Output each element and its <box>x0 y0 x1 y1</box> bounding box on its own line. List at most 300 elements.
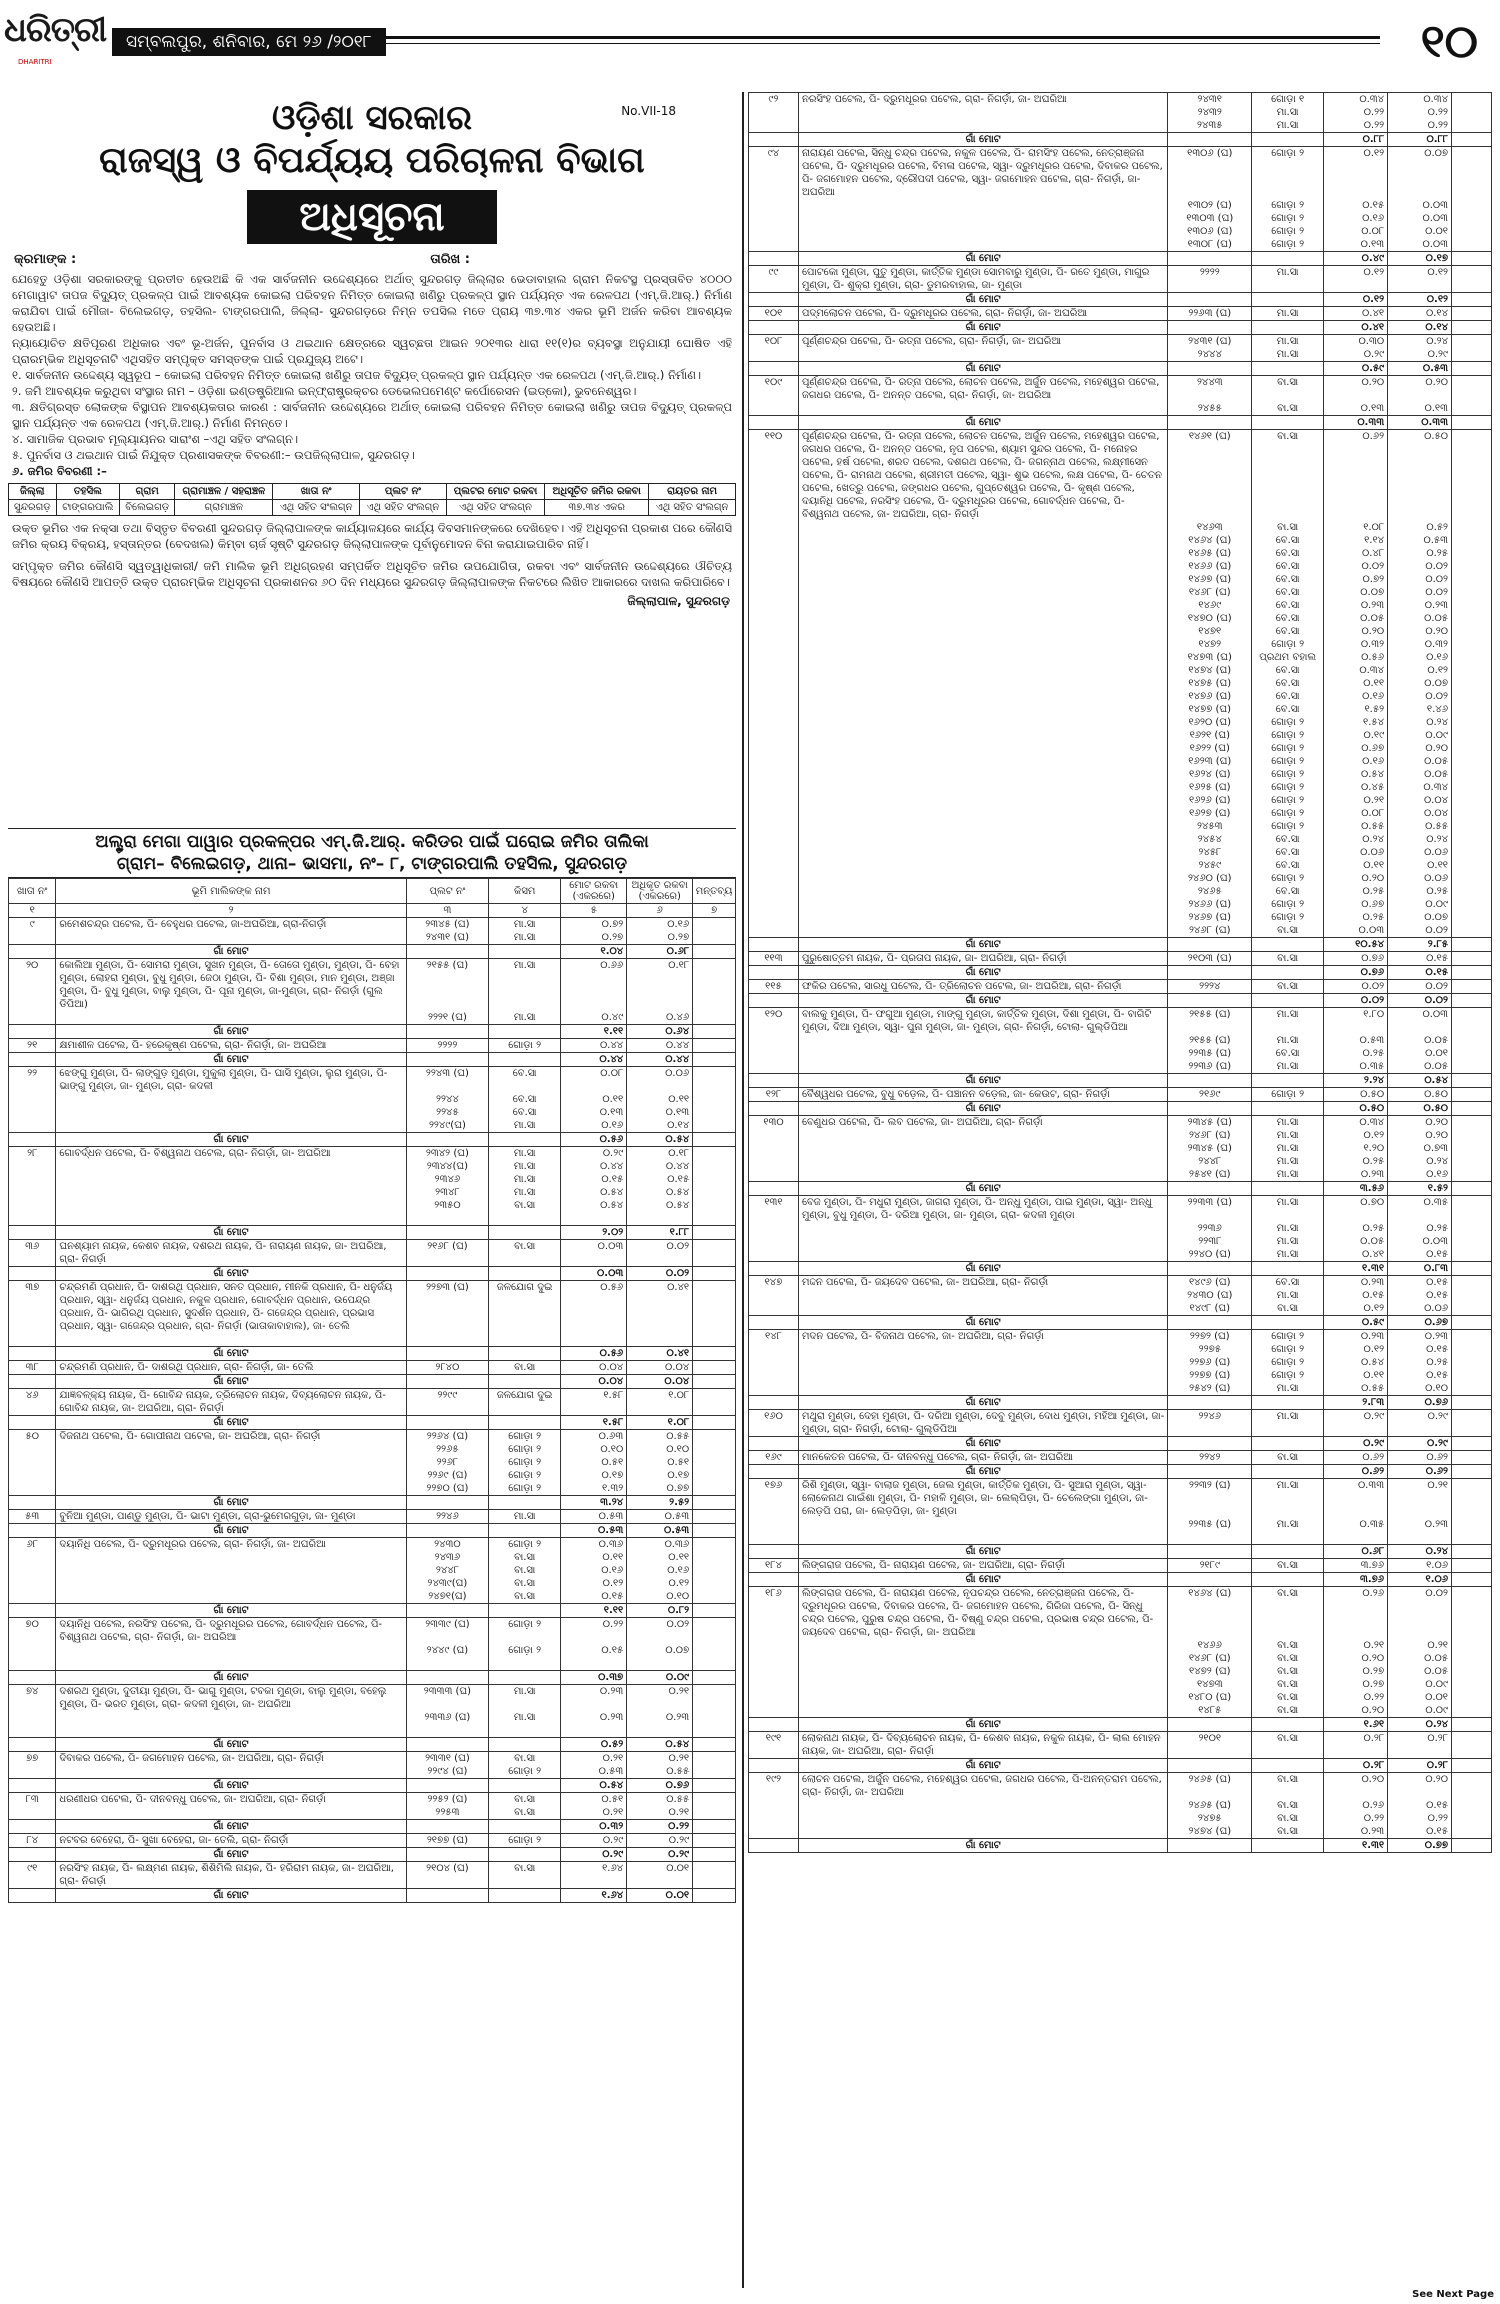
total-cell <box>9 1738 56 1752</box>
col-header-khata: ଖାତା ନଂ <box>9 879 56 904</box>
logo-subtitle: DHARITRI <box>18 58 52 66</box>
land-row <box>749 1639 1492 1652</box>
owner-names: ଦିବାକର ପଟେଲ, ପି- ଜଗମୋହନ ପଟେଲ, ଜା- ଅଘରିଆ, ଗ୍ରା- ନିଗର୍ଡ଼ା <box>56 1752 406 1766</box>
col-header-owner: ଭୂମି ମାଲିକଙ୍କ ନାମ <box>56 879 406 904</box>
acquired-area: ୦.୨୩ <box>1388 1518 1452 1531</box>
total-cell <box>9 1604 56 1618</box>
kisam: ପ୍ରଥମ ବହାଲ <box>1252 651 1324 664</box>
total-cell <box>406 1848 488 1862</box>
khata-number <box>749 1531 799 1545</box>
plot-number: ୨୧୭୭ (ଘ) <box>406 1834 488 1848</box>
acquired-area: ୦.୦୨ <box>1388 1587 1452 1640</box>
notice-item: ୬. ଜମିର ବିବରଣୀ :– <box>12 464 107 478</box>
owner-names <box>56 1765 406 1779</box>
total-area: ୦.୨୦ <box>1324 872 1388 885</box>
kisam: ଗୋଡ଼ା ୨ <box>1252 768 1324 781</box>
total-cell <box>9 1375 56 1389</box>
khata-number <box>749 573 799 586</box>
acquired-area: ୦.୦୫ <box>1388 612 1452 625</box>
owner-names: ବୈଶ୍ୱଧର ପଟେଲ, ବୁଧୁ ବଡ଼େଲ, ପି- ପଞ୍ଚାନନ ବଡ଼େଲ, ଜା- କେଉଟ, ଗ୍ରା- ନିଗର୍ଡ଼ା <box>798 1088 1167 1102</box>
plot-number: ୧୪୭୩ <box>1168 1678 1252 1691</box>
kisam: ବା.ସା <box>1252 1652 1324 1665</box>
schedule-cell: ଗ୍ରାମାଞ୍ଚଳ <box>175 500 273 516</box>
total-cell <box>693 1025 736 1039</box>
total-label: ଗାଁ ମୋଟ <box>56 1820 406 1834</box>
kisam: ବା.ସା <box>1252 1704 1324 1718</box>
newspaper-logo <box>4 10 107 70</box>
acquired-area: ୦.୨୮ <box>1388 1732 1452 1759</box>
total-area: ୦.୬୬ <box>561 959 627 1012</box>
land-row <box>9 1711 736 1724</box>
acquired-area: ୦.୦୨ <box>1388 560 1452 573</box>
total-cell <box>9 1133 56 1147</box>
total-area <box>561 1212 627 1226</box>
land-header-row <box>9 879 736 904</box>
land-row <box>749 119 1492 133</box>
land-row <box>749 1155 1492 1168</box>
plot-number: ୨୧୫୫ (ଘ) <box>1168 1034 1252 1047</box>
land-table-left <box>8 878 736 1903</box>
land-row <box>9 1510 736 1524</box>
total-area: ୦.୨୫ <box>1324 885 1388 898</box>
land-row <box>9 1657 736 1671</box>
total-area: ୦.୨୬ <box>1324 1587 1388 1640</box>
acquired-area: ୦.୨୪ <box>1388 716 1452 729</box>
total-area: ୦.୫୬ <box>1324 651 1388 664</box>
khata-number: ୧୯୨ <box>749 1773 799 1800</box>
land-row <box>9 1333 736 1347</box>
dateline: ସମ୍ବଲପୁର, ଶନିବାର, ମେ ୨୬ /୨୦୧୮ <box>112 28 386 56</box>
total-label: ଗାଁ ମୋଟ <box>56 1025 406 1039</box>
kisam: ଗୋଡ଼ା ୨ <box>1252 729 1324 742</box>
owner-names <box>798 1799 1167 1812</box>
land-row <box>749 1559 1492 1573</box>
total-area: ୦.୧୩ <box>561 1106 627 1119</box>
owner-names <box>798 106 1167 119</box>
plot-number: ୨୨୨୧ (ଘ) <box>406 1011 488 1025</box>
land-row <box>749 1356 1492 1369</box>
col-header-total-area: ମୋଟ ରକବା (ଏକରରେ) <box>561 879 627 904</box>
plot-number: ୨୧୮୯ <box>1168 1559 1252 1573</box>
total-area: ୧.୨୦ <box>1324 1142 1388 1155</box>
total-cell <box>1252 1573 1324 1587</box>
plot-number: ୨୪୭୪ (ଘ) <box>1168 1825 1252 1839</box>
plot-number: ୨୪୪୯ (ଘ) <box>406 1644 488 1657</box>
total-area: ୦.୧୬ <box>561 1564 627 1577</box>
remarks <box>1452 755 1492 768</box>
total-cell <box>9 1848 56 1862</box>
total-acquired: ୦.୪୪ <box>627 1053 693 1067</box>
village-total-row <box>9 1524 736 1538</box>
khata-number <box>749 638 799 651</box>
acquired-area: ୦.୦୬ <box>1388 1302 1452 1316</box>
owner-names: ନାରାୟଣ ପଟେଲ, ସିନ୍ଧୁ ଚନ୍ଦ୍ର ପଟେଲ, ନକୁଳ ପଟେଲ, ପି- ରାମସିଂହ ପଟେଲ, ନେତ୍ରାଞ୍ଜନା ପଟେଲ, ପି- ଦ୍ରୁମଧୂରର ପଟେଲ, ବିମଳା ପଟେଲ, ସ୍ୱା- ଦ୍ରୁମଧୂରର ପଟେଲ, ଦିବାକର ପଟେଲ, ପି- ଜଗମୋହନ ପଟେଲ, ଦ୍ରୌପଦୀ ପଟେଲ, ସ୍ୱା- ଜଗମୋହନ ପଟେଲ, ଗ୍ରା- ନିଗର୍ଡ଼ା, ଜା- ଅଘରିଆ <box>798 147 1167 200</box>
land-row <box>749 872 1492 885</box>
remarks <box>1452 1531 1492 1545</box>
plot-number: ୨୩୫୦ <box>406 1199 488 1212</box>
acquired-area: ୦.୦୨ <box>627 1618 693 1645</box>
khata-number <box>749 534 799 547</box>
kisam: ମା.ସା <box>489 1685 561 1712</box>
remarks <box>693 931 736 945</box>
khata-number <box>749 225 799 238</box>
total-cell <box>693 1053 736 1067</box>
kisam: ବା.ସା <box>1252 376 1324 403</box>
remarks <box>1452 768 1492 781</box>
owner-names <box>798 225 1167 238</box>
notice-meta <box>8 248 736 271</box>
total-acquired: ୨.୫୨ <box>627 1496 693 1510</box>
total-area: ୦.୨୧ <box>1324 794 1388 807</box>
total-label: ଗାଁ ମୋଟ <box>798 938 1167 952</box>
kisam: ବେ.ସା <box>1252 547 1324 560</box>
remarks <box>693 1618 736 1645</box>
total-label: ଗାଁ ମୋଟ <box>56 1416 406 1430</box>
khata-number: ୧୦୯ <box>749 376 799 403</box>
col-number: ୩ <box>406 904 488 918</box>
kisam: ମା.ସା <box>1252 1248 1324 1262</box>
schedule-header: ପ୍ଲଟର ମୋଟ ରକବା <box>446 484 544 500</box>
owner-names <box>56 1469 406 1482</box>
kisam: ବା.ସା <box>1252 1665 1324 1678</box>
total-cell <box>1168 1437 1252 1451</box>
total-cell <box>749 1573 799 1587</box>
remarks <box>693 1793 736 1807</box>
plot-number: ୧୪୯୮ (ଘ) <box>1168 1302 1252 1316</box>
schedule-cell: ଏଥି ସହିତ ସଂଲଗ୍ନ <box>273 500 360 516</box>
total-area: ୦.୭୬ <box>1324 966 1388 980</box>
khata-number <box>749 885 799 898</box>
kisam: ବେ.ସା <box>1252 859 1324 872</box>
total-cell <box>1252 321 1324 335</box>
total-area: ୧.୩୧ <box>1324 1262 1388 1276</box>
owner-names <box>798 348 1167 362</box>
total-label: ଗାଁ ମୋଟ <box>798 1102 1167 1116</box>
plot-number: ୧୪୭୩ (ଘ) <box>1168 651 1252 664</box>
total-cell <box>1452 1262 1492 1276</box>
total-cell <box>749 994 799 1008</box>
khata-number <box>749 1142 799 1155</box>
total-area: ୦.୨୯ <box>561 1848 627 1862</box>
acquired-area: ୦.୪୪ <box>627 1160 693 1173</box>
remarks <box>693 1456 736 1469</box>
total-label: ଗାଁ ମୋଟ <box>798 1465 1167 1479</box>
acquired-area: ୦.୧୩ <box>1388 402 1452 416</box>
owner-names <box>798 1518 1167 1531</box>
total-area: ୦.୨୦ <box>1324 1773 1388 1800</box>
total-cell <box>1252 1545 1324 1559</box>
village-total-row <box>749 1545 1492 1559</box>
remarks <box>1452 1704 1492 1718</box>
plot-number: ୨୧୬୮ (ଘ) <box>406 1240 488 1267</box>
total-area: ୦.୩୦ <box>1324 335 1388 349</box>
remarks <box>693 1067 736 1094</box>
remarks <box>1452 1330 1492 1344</box>
kisam: ବେ.ସା <box>1252 885 1324 898</box>
notice-item: ୫. ପୁନର୍ବାସ ଓ ଥଇଥାନ ପାଇଁ ନିଯୁକ୍ତ ପ୍ରଶାସକଙ୍କ ବିବରଣୀ:– ଉପଜିଲ୍ଲାପାଳ, ସୁନ୍ଦରଗଡ଼। <box>12 448 415 462</box>
khata-number: ୩୭ <box>9 1281 56 1334</box>
remarks <box>1452 1799 1492 1812</box>
village-total-row <box>9 1267 736 1281</box>
kisam: ମା.ସା <box>489 1510 561 1524</box>
total-cell <box>1252 1262 1324 1276</box>
kisam: ଗୋଡ଼ା ୨ <box>1252 872 1324 885</box>
total-cell <box>406 1226 488 1240</box>
kisam: ମା.ସା <box>1252 335 1324 349</box>
total-cell <box>749 133 799 147</box>
khata-number <box>9 1173 56 1186</box>
plot-number: ୨୩୩୩ (ଘ) <box>406 1685 488 1712</box>
page-number: ୧୦ <box>1420 14 1478 68</box>
plot-number: ୧୪୬୧ (ଘ) <box>1168 430 1252 522</box>
total-area: ୦.୩୩ <box>1324 1479 1388 1519</box>
khata-number: ୧୦୧ <box>749 307 799 321</box>
land-row <box>749 690 1492 703</box>
plot-number: ୧୪୭୧ <box>1168 625 1252 638</box>
total-area: ୧.୫୮ <box>561 1416 627 1430</box>
schedule-cell: ଏଥି ସହିତ ସଂଲଗ୍ନ <box>360 500 447 516</box>
total-acquired: ୦.୬୪ <box>627 1025 693 1039</box>
land-row <box>9 1862 736 1889</box>
plot-number <box>406 1333 488 1347</box>
total-cell <box>1452 1839 1492 1853</box>
acquired-area: ୦.୧୫ <box>1388 1248 1452 1262</box>
plot-number: ୧୪୭୭ (ଘ) <box>1168 703 1252 716</box>
col-header-plot: ପ୍ଲଟ ନଂ <box>406 879 488 904</box>
land-row <box>9 1793 736 1807</box>
total-area: ୦.୫୧ <box>561 1456 627 1469</box>
total-area: ୦.୬୭ <box>1324 742 1388 755</box>
village-total-row <box>9 1375 736 1389</box>
remarks <box>693 1039 736 1053</box>
total-cell <box>406 1025 488 1039</box>
schedule-cell: ଏଥି ସହିତ ସଂଲଗ୍ନ <box>446 500 544 516</box>
land-row <box>9 1685 736 1712</box>
total-cell <box>1168 1316 1252 1330</box>
owner-names: ଫକିର ପଟେଲ, ସାରଧୁ ପଟେଲ, ପି- ତ୍ରିଲୋଚନ ପଟେଲ, ଜା- ଅଘରିଆ, ଗ୍ରା- ନିଗର୍ଡ଼ା <box>798 980 1167 994</box>
total-cell <box>749 416 799 430</box>
notice-item: ୪. ସାମାଜିକ ପ୍ରଭାବ ମୂଲ୍ୟାୟନର ସାରାଂଶ –ଏଥି ସହିତ ସଂଲଗ୍ନ। <box>12 432 299 446</box>
total-label: ଗାଁ ମୋଟ <box>56 1848 406 1862</box>
total-area: ୦.୨୧ <box>1324 1639 1388 1652</box>
total-cell <box>1168 293 1252 307</box>
khata-number <box>749 820 799 833</box>
total-area: ୧.୬୪ <box>561 1862 627 1889</box>
acquired-area: ୧.୦୮ <box>627 1389 693 1416</box>
total-area: ୦.୬୭ <box>1324 898 1388 911</box>
remarks <box>1452 1410 1492 1437</box>
total-cell <box>1452 362 1492 376</box>
land-row <box>9 1765 736 1779</box>
total-cell <box>489 1889 561 1903</box>
remarks <box>1452 1168 1492 1182</box>
acquired-area: ୦.୨୧ <box>1388 1639 1452 1652</box>
total-area: ୦.୨୫ <box>1324 1047 1388 1060</box>
remarks <box>1452 1652 1492 1665</box>
total-area: ୦.୩୨ <box>561 1820 627 1834</box>
khata-number <box>749 1369 799 1382</box>
land-row <box>9 1590 736 1604</box>
total-area: ୦.୧୨ <box>561 1577 627 1590</box>
acquired-area <box>627 1724 693 1738</box>
plot-number: ୨୧୦୩ (ଘ) <box>1168 952 1252 966</box>
plot-number: ୧୪୮୫ <box>1168 1704 1252 1718</box>
plot-number: ୨୪୩୬ <box>406 1551 488 1564</box>
acquired-area: ୦.୧୬ <box>1388 651 1452 664</box>
remarks <box>1452 1639 1492 1652</box>
land-row <box>749 885 1492 898</box>
total-area: ୦.୧୧ <box>561 1551 627 1564</box>
khata-number <box>9 1011 56 1025</box>
khata-number <box>749 1302 799 1316</box>
total-area: ୦.୧୧ <box>561 1093 627 1106</box>
khata-number <box>749 1060 799 1074</box>
plot-number: ୨୪୩୧ (ଘ) <box>406 931 488 945</box>
owner-names <box>56 1106 406 1119</box>
kisam: ମା.ସା <box>1252 1196 1324 1223</box>
remarks <box>1452 1732 1492 1759</box>
total-area <box>561 1724 627 1738</box>
plot-number: ୧୬୨୩ (ଘ) <box>1168 755 1252 768</box>
village-total-row <box>9 1604 736 1618</box>
land-row <box>749 820 1492 833</box>
total-acquired: ୦.୨୪ <box>1388 1545 1452 1559</box>
plot-number: ୨୪୩୨ <box>1168 106 1252 119</box>
total-area: ୦.୪୯ <box>1324 252 1388 266</box>
khata-number: ୯୨ <box>749 93 799 107</box>
plot-number: ୨୪୪୮ <box>1168 1155 1252 1168</box>
total-area: ୦.୧୩ <box>1324 238 1388 252</box>
khata-number: ୪୬ <box>9 1389 56 1416</box>
total-cell <box>1168 1718 1252 1732</box>
remarks <box>1452 307 1492 321</box>
plot-number: ୧୪୯୬ (ଘ) <box>1168 1276 1252 1290</box>
total-cell <box>693 945 736 959</box>
kisam: ବା.ସା <box>1252 1302 1324 1316</box>
plot-number: ୨୩୩୯ (ଘ) <box>406 1618 488 1645</box>
khata-number <box>749 833 799 846</box>
land-row <box>749 402 1492 416</box>
acquired-area: ୦.୨୦ <box>1388 1116 1452 1130</box>
acquired-area: ୦.୨୪ <box>1388 335 1452 349</box>
village-total-row <box>9 1347 736 1361</box>
owner-names: ପୂର୍ଣ୍ଣଚନ୍ଦ୍ର ପଟେଲ, ପି- ରତ୍ନା ପଟେଲ, ଲୋଚନ ପଟେଲ, ଅର୍ଜୁନ ପଟେଲ, ମହେଶ୍ୱର ପଟେଲ, ଜଗଧର ପଟେଲ, ପି- ଅନନ୍ତ ପଟେଲ, ଗ୍ରା- ନିଗର୍ଡ଼ା, ଜା- ଅଘରିଆ <box>798 376 1167 403</box>
plot-number: ୧୪୬୬ <box>1168 1639 1252 1652</box>
remarks <box>1452 199 1492 212</box>
total-cell <box>1168 252 1252 266</box>
land-row <box>749 147 1492 200</box>
khata-number <box>749 781 799 794</box>
khata-number <box>749 1799 799 1812</box>
khata-number <box>9 1644 56 1657</box>
khata-number: ୧୭୬ <box>749 1479 799 1519</box>
owner-names <box>798 1047 1167 1060</box>
land-row <box>749 521 1492 534</box>
owner-names: ବାଲକୁ ମୁଣ୍ଡା, ପି- ଫଗୁଆ ମୁଣ୍ଡା, ମାଙ୍ଗୁ ମୁଣ୍ଡା, କାର୍ତ୍ତିକ ମୁଣ୍ଡା, ଦିଶା ମୁଣ୍ଡା, ପି- ବାଗିଟି ମୁଣ୍ଡା, ଦିଆ ମୁଣ୍ଡା, ସ୍ୱା- ପୁନା ମୁଣ୍ଡା, ଜା- ମୁଣ୍ଡା, ଗ୍ରା- ନିଗର୍ଡ଼ା, ଟୋଲା- ଗୁଲ୍‌ଡିପିଆ <box>798 1008 1167 1035</box>
total-area: ୦.୩୪ <box>1324 664 1388 677</box>
total-area: ୧.୬୪ <box>561 1889 627 1903</box>
total-area: ୨.୦୨ <box>561 1226 627 1240</box>
acquired-area: ୧.୪୬ <box>1388 703 1452 716</box>
khata-number <box>9 1333 56 1347</box>
land-row <box>749 781 1492 794</box>
khata-number <box>749 586 799 599</box>
kisam: ବା.ସା <box>1252 952 1324 966</box>
kisam: ବେ.ସା <box>1252 664 1324 677</box>
notification-title: ଅଧିସୂଚନା <box>247 190 497 244</box>
owner-names <box>798 1142 1167 1155</box>
land-row <box>749 1704 1492 1718</box>
plot-number: ୨୨୩୫ (ଘ) <box>1168 1047 1252 1060</box>
total-cell <box>749 1182 799 1196</box>
acquired-area: ୦.୩୫ <box>1388 1196 1452 1223</box>
plot-number: ୨୨୩୬ <box>1168 1222 1252 1235</box>
owner-names: ଘନଶ୍ୟାମ ନାୟକ, କେଶବ ନାୟକ, ଦଶରଥ ନାୟକ, ପି- ନାରାୟଣ ନାୟକ, ଜା- ଅଘରିଆ, ଗ୍ରା- ନିଗର୍ଡ଼ା <box>56 1240 406 1267</box>
acquired-area: ୦.୨୧ <box>1388 1479 1452 1519</box>
total-area: ୨.୨୪ <box>1324 1074 1388 1088</box>
owner-names <box>798 1691 1167 1704</box>
total-acquired: ୦.୧୪ <box>1388 321 1452 335</box>
remarks <box>1452 521 1492 534</box>
kisam: ଗୋଡ଼ା ୨ <box>1252 1356 1324 1369</box>
khata-number <box>9 1456 56 1469</box>
owner-names <box>798 1129 1167 1142</box>
owner-names <box>798 1704 1167 1718</box>
kisam: ବେ.ସା <box>1252 846 1324 859</box>
total-acquired: ୦.୬୨ <box>1388 1465 1452 1479</box>
total-label: ଗାଁ ମୋଟ <box>798 1396 1167 1410</box>
land-row <box>749 1732 1492 1759</box>
owner-names: ପଦ୍ମଲୋଚନ ପଟେଲ, ପି- ଦ୍ରୁମଧୂରର ପଟେଲ, ଗ୍ରା- ନିଗର୍ଡ଼ା, ଜା- ଅଘରିଆ <box>798 307 1167 321</box>
total-area: ୦.୧୧ <box>1324 1369 1388 1382</box>
acquired-area: ୦.୦୫ <box>1388 1665 1452 1678</box>
land-row <box>749 1665 1492 1678</box>
remarks <box>1452 1129 1492 1142</box>
remarks <box>693 1361 736 1375</box>
total-area: ୦.୨୦ <box>1324 1652 1388 1665</box>
khata-number: ୧୮୬ <box>749 1587 799 1640</box>
owner-names <box>798 625 1167 638</box>
village-total-row <box>9 1416 736 1430</box>
land-row <box>749 807 1492 820</box>
total-area: ୦.୫୦ <box>1324 1088 1388 1102</box>
total-area: ୦.୧୨ <box>1324 1129 1388 1142</box>
acquired-area: ୦.୧୪ <box>627 1119 693 1133</box>
khata-number <box>749 1235 799 1248</box>
owner-names <box>798 677 1167 690</box>
remarks <box>1452 1155 1492 1168</box>
kisam: ବା.ସା <box>489 1240 561 1267</box>
total-area: ୦.୫୨ <box>561 1738 627 1752</box>
plot-number: ୨୪୩୦ (ଘ) <box>1168 1289 1252 1302</box>
remarks <box>1452 872 1492 885</box>
acquired-area: ୦.୦୫ <box>1388 768 1452 781</box>
owner-names: ରିଶି ମୁଣ୍ଡା, ସ୍ୱା- ବାଲାଜ ମୁଣ୍ଡା, ଜେଲ ମୁଣ୍ଡା, କାର୍ତ୍ତିକ ମୁଣ୍ଡା, ପି- ସୁଆରା ମୁଣ୍ଡା, ସ୍ୱା- ଲୋକେନାଥ ଗାଇଁଶା ମୁଣ୍ଡା, ପି- ମହାଳି ମୁଣ୍ଡା, ଜା- ଲେଲ୍‌ପିଡ଼ା, ପି- ଚେଲେଙ୍ଗା ମୁଣ୍ଡା, ଜା- ଲେଡ଼ପି ପରା, ଜା- ଲେଡ଼ପିଡ଼ା, ଜା- ମୁଣ୍ଡା <box>798 1479 1167 1519</box>
kisam: ଗୋଡ଼ା ୨ <box>489 1456 561 1469</box>
owner-names <box>798 768 1167 781</box>
total-acquired: ୦.୧୫ <box>1388 966 1452 980</box>
total-cell <box>693 1347 736 1361</box>
kisam: ବା.ସା <box>1252 402 1324 416</box>
plot-number: ୨୪୬୦ (ଘ) <box>1168 872 1252 885</box>
total-area: ୦.୧୬ <box>1324 212 1388 225</box>
total-area: ୦.୨୩ <box>1324 1168 1388 1182</box>
total-area: ୦.୫୯ <box>1324 1316 1388 1330</box>
total-area: ୦.୪୪ <box>561 1160 627 1173</box>
total-area: ୦.୧୦ <box>561 1443 627 1456</box>
total-area: ୦.୨୭ <box>561 931 627 945</box>
total-area: ୦.୭୨ <box>561 918 627 932</box>
